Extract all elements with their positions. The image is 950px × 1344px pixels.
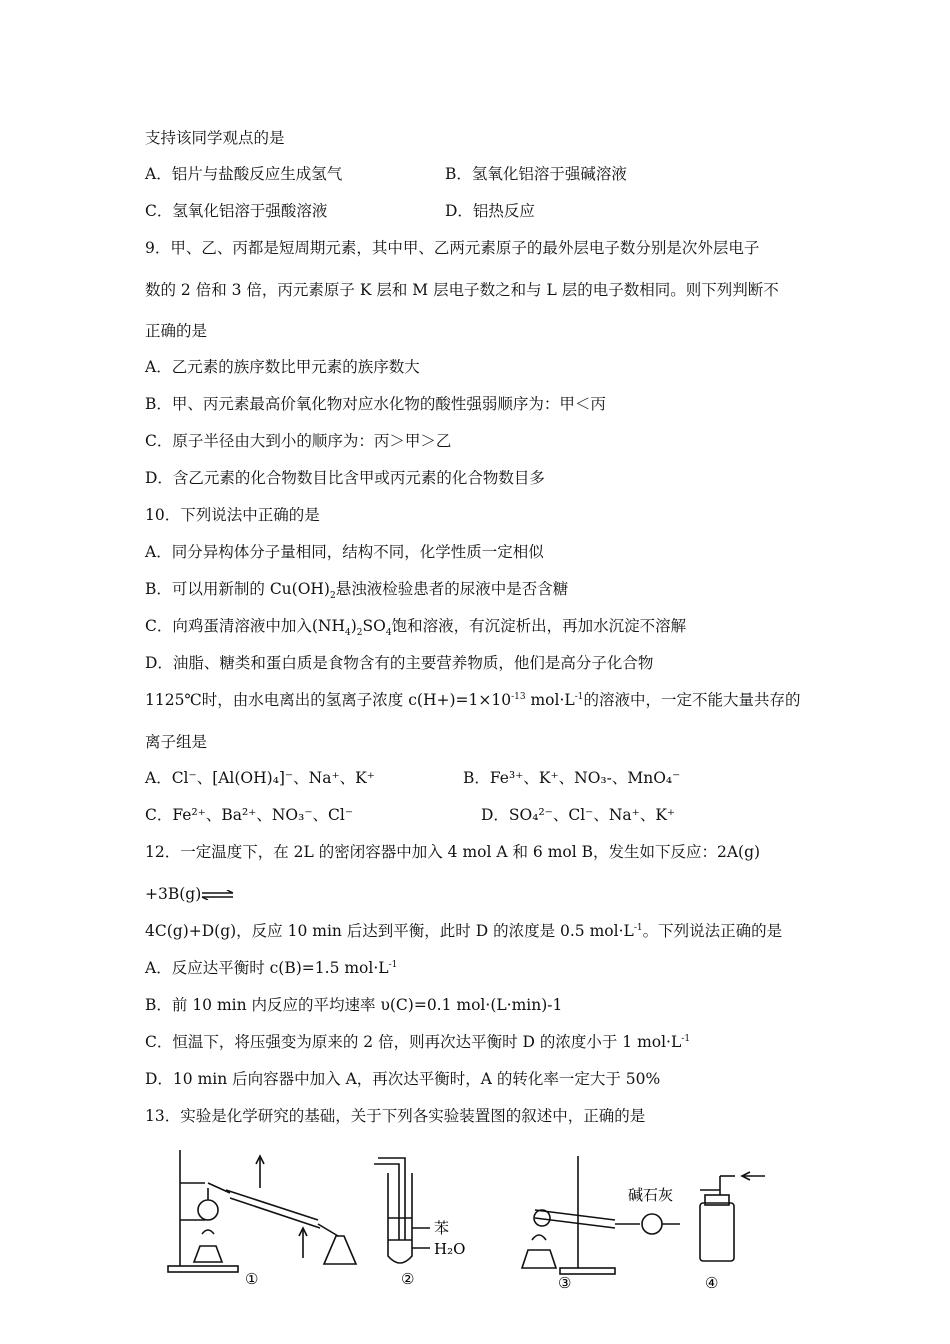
q12-option-c <box>145 1032 690 1052</box>
q9-option-b: B．甲、丙元素最高价氧化物对应水化物的酸性强弱顺序为：甲＜丙 <box>145 395 606 413</box>
q8-option-d: D．铝热反应 <box>445 202 535 220</box>
q10-c-sub1: 4 <box>345 628 351 639</box>
q11-option-a: A．Cl⁻、[Al(OH)₄]⁻、Na⁺、K⁺ <box>145 769 375 787</box>
q11-option-b: B．Fe³⁺、K⁺、NO₃-、MnO₄⁻ <box>463 769 681 787</box>
q12-option-b: B．前 10 min 内反应的平均速率 υ(C)=0.1 mol·(L·min)-1 <box>145 996 563 1014</box>
label-benzene: 苯 <box>434 1219 450 1237</box>
intro-text: 支持该同学观点的是 <box>145 129 285 147</box>
q11-stem-sup2: -1 <box>574 691 584 702</box>
q12-stem-text-end: 。下列说法正确的是 <box>642 922 783 940</box>
figure-label-3: ③ <box>558 1274 572 1292</box>
q12-stem-line1: 12．一定温度下，在 2L 的密闭容器中加入 4 mol A 和 6 mol B，发生如下反应：2A(g) <box>145 843 761 861</box>
q10-c-sub3: 4 <box>385 628 392 639</box>
apparatus-drawings <box>160 1148 800 1298</box>
q10-c-text: C．向鸡蛋清溶液中加入(NH <box>145 617 345 635</box>
apparatus-3-heating <box>522 1156 680 1274</box>
q12-stem-sup: -1 <box>633 922 643 933</box>
q12-a-sup: -1 <box>388 959 398 970</box>
q12-stem-text: 4C(g)+D(g)，反应 10 min 后达到平衡，此时 D 的浓度是 0.5 mol·L <box>145 922 634 940</box>
q9-option-d: D．含乙元素的化合物数目比含甲或丙元素的化合物数目多 <box>145 469 545 487</box>
q9-option-c: C．原子半径由大到小的顺序为：丙＞甲＞乙 <box>145 432 452 450</box>
q9-stem-line2: 数的 2 倍和 3 倍，丙元素原子 K 层和 M 层电子数之和与 L 层的电子数相同。则下列判断不 <box>145 281 779 299</box>
q12-option-a <box>145 958 397 978</box>
q11-stem-sup: -13 <box>511 691 526 702</box>
q11-stem-text-end: 的溶液中，一定不能大量共存的 <box>583 691 801 709</box>
label-water: H₂O <box>434 1240 466 1258</box>
q10-c-sub2: 2 <box>356 628 363 639</box>
q10-option-a: A．同分异构体分子量相同，结构不同，化学性质一定相似 <box>145 543 544 561</box>
q10-option-c <box>145 616 687 639</box>
q10-b-sub: 2 <box>329 591 336 602</box>
q12-stem-line3 <box>145 921 782 941</box>
equilibrium-arrow-icon <box>201 890 235 900</box>
q8-option-a: A．铝片与盐酸反应生成氢气 <box>145 165 343 183</box>
apparatus-1-distillation <box>168 1150 356 1272</box>
q10-option-b <box>145 579 569 602</box>
q9-stem-line1: 9．甲、乙、丙都是短周期元素，其中甲、乙两元素原子的最外层电子数分别是次外层电子 <box>145 239 760 257</box>
q8-option-b: B．氢氧化铝溶于强碱溶液 <box>445 165 627 183</box>
q11-stem-line2: 离子组是 <box>145 733 208 751</box>
figure-label-2: ② <box>401 1270 415 1288</box>
q10-b-text-end: 悬浊液检验患者的尿液中是否含糖 <box>335 580 569 598</box>
q10-stem: 10．下列说法中正确的是 <box>145 506 320 524</box>
figure-label-1: ① <box>245 1270 259 1288</box>
q11-stem-unit: mol·L <box>525 691 575 709</box>
experiment-apparatus-figure <box>160 1148 800 1298</box>
q10-b-text: B．可以用新制的 Cu(OH) <box>145 580 330 598</box>
q11-stem-line1 <box>145 690 801 710</box>
q11-option-d: D．SO₄²⁻、Cl⁻、Na⁺、K⁺ <box>481 806 676 824</box>
q11-stem-text: 1125℃时，由水电离出的氢离子浓度 c(H+)=1×10 <box>145 691 512 709</box>
figure-label-4: ④ <box>705 1274 719 1292</box>
q12-a-text: A．反应达平衡时 c(B)=1.5 mol·L <box>145 959 389 977</box>
q8-option-c: C．氢氧化铝溶于强酸溶液 <box>145 202 328 220</box>
q11-option-c: C．Fe²⁺、Ba²⁺、NO₃⁻、Cl⁻ <box>145 806 354 824</box>
q10-c-so: SO <box>362 617 386 635</box>
q12-c-sup: -1 <box>681 1033 691 1044</box>
q10-c-text-end: 饱和溶液，有沉淀析出，再加水沉淀不溶解 <box>391 617 687 635</box>
label-sodalime: 碱石灰 <box>628 1186 674 1204</box>
q10-c-paren: ) <box>350 617 357 635</box>
q12-stem-reactants: +3B(g) <box>145 885 202 903</box>
q12-c-text: C．恒温下，将压强变为原来的 2 倍，则再次达平衡时 D 的浓度小于 1 mol·L <box>145 1033 682 1051</box>
q9-stem-line3: 正确的是 <box>145 322 208 340</box>
q13-stem: 13．实验是化学研究的基础，关于下列各实验装置图的叙述中，正确的是 <box>145 1107 646 1125</box>
apparatus-4-gas-bottle <box>700 1172 765 1261</box>
q12-option-d: D．10 min 后向容器中加入 A，再次达平衡时，A 的转化率一定大于 50% <box>145 1070 661 1088</box>
q9-option-a: A．乙元素的族序数比甲元素的族序数大 <box>145 358 420 376</box>
q10-option-d: D．油脂、糖类和蛋白质是食物含有的主要营养物质，他们是高分子化合物 <box>145 654 654 672</box>
q12-stem-line2 <box>145 884 235 904</box>
apparatus-2-gas-absorption <box>374 1158 430 1263</box>
